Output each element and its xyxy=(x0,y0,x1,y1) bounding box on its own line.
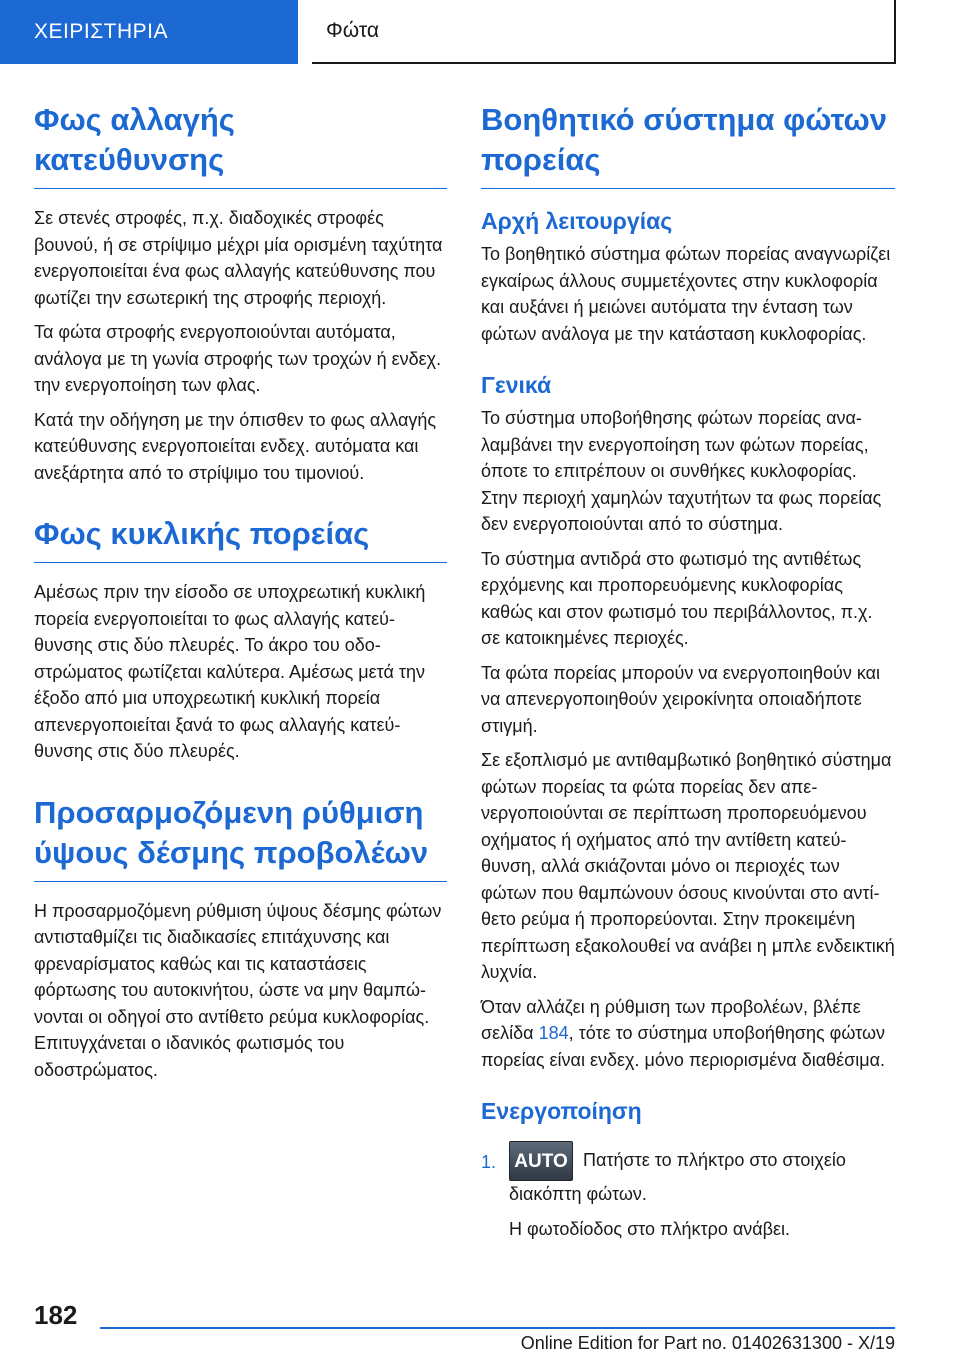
general-paragraph-1: Το σύστημα υποβοήθησης φώτων πορείας αναλαμβάνει την ενεργοποίηση των φώτων πορείας, όποτε το επιτρέπουν οι συνθήκες κυκλοφορίας. Στην περιοχή χαμηλών ταχυτήτων τα φως πορείας δεν ενεργοποιούνται από το σύστημα. xyxy=(481,408,882,534)
turn-light-paragraph-3: Κατά την οδήγηση με την όπισθεν το φως αλλαγής κατεύθυνσης ενεργοποιείται ενδεχ. αυτόματα και ανεξάρτητα από το στρίψιμο του τιμονιού. xyxy=(34,409,437,483)
chapter-tab xyxy=(0,0,298,64)
heading-roundabout-light-text: Φως κυκλικής πορείας xyxy=(34,516,370,551)
subheading-activation: Ενεργοποίηση xyxy=(481,1098,642,1124)
section-header xyxy=(312,0,896,64)
general-paragraph-5 xyxy=(481,994,895,1074)
turn-light-paragraph-1: Σε στενές στροφές, π.χ. διαδοχικές στροφές βουνού, ή σε στρίψιμο μέχρι μία ορισμένη ταχύτητα ενεργοποιείται ένα φως αλλαγής κατεύθυνσης που φωτίζει την εσωτερική της στροφής περιοχή. xyxy=(34,208,443,308)
heading-roundabout-light xyxy=(34,514,447,563)
step-instruction-line2: διακόπτη φώτων. xyxy=(509,1184,647,1204)
heading-headlight-range-line2: ύψους δέσμης προβολέων xyxy=(34,834,429,870)
right-column xyxy=(481,100,895,1242)
heading-high-beam-line2: πορείας xyxy=(481,142,601,177)
heading-high-beam-assistant xyxy=(481,100,895,189)
headlight-range-paragraph: Η προσαρμοζόμενη ρύθμιση ύψους δέσμης φώτων αντισταθμίζει τις διαδικασίες επιτάχυνσης και φρεναρίσματος καθώς και τις καταστάσεις φόρτωσης του αυτοκινήτου, ώστε να μην θαμπώνονται οι οδηγοί στο αντίθετο ρεύμα κυκλοφορίας. Επιτυγχάνεται ο ιδανικός φωτισμός του οδοστρώματος. xyxy=(34,900,442,1080)
heading-high-beam-line1: Βοηθητικό σύστημα φώτων xyxy=(481,102,887,137)
general-paragraph-4: Σε εξοπλισμό με αντιθαμβωτικό βοηθητικό σύστημα φώτων πορείας τα φώτα πορείας δεν απενεργοποιούνται σε περίπτωση προπορευόμενου οχήματος ή οχήματος από την αντίθετη κατεύθυνση, αλλά σκιάζονται μόνο οι περιοχές των φώτων που θαμπώνουν όσους κινούνται στο αντίθετο ρεύμα ή προπορεύονται. Στην προκειμένη περίπτωση εξακολουθεί να ανάβει η μπλε ενδεικτική λυχνία. xyxy=(481,750,895,982)
heading-turn-light-line2: κατεύθυνσης xyxy=(34,142,225,177)
heading-turn-light xyxy=(34,100,447,189)
heading-headlight-range-control xyxy=(34,793,447,882)
step-instruction-line1 xyxy=(509,1141,895,1181)
activation-step xyxy=(481,1141,895,1242)
step-body xyxy=(509,1141,895,1242)
turn-light-paragraph-2: Τα φώτα στροφής ενεργοποιούνται αυτόματα, ανάλογα με τη γωνία στροφής των τροχών ή ενδεχ. την ενεργοποίηση των φλας. xyxy=(34,322,442,395)
footer-divider xyxy=(100,1327,895,1329)
page-number: 182 xyxy=(34,1300,78,1330)
footer-edition-text: Online Edition for Part no. 01402631300 - X/19 xyxy=(520,1333,895,1353)
auto-button-icon: AUTO xyxy=(509,1141,573,1181)
general-paragraph-2: Το σύστημα αντιδρά στο φωτισμό της αντιθέτως ερχόμενης και προπορευόμενης κυκλοφορίας καθώς και στον φωτισμό του περιβάλλοντος, π.χ. σε κατοικημένες περιοχές. xyxy=(481,548,873,648)
section-header-label: Φώτα xyxy=(326,19,379,42)
principle-paragraph: Το βοηθητικό σύστημα φώτων πορείας αναγνωρίζει εγκαίρως άλλους συμμετέχοντες στην κυκλοφορία και αυξάνει ή μειώνει αυτόματα την ένταση των φώτων ανάλογα με την κατάσταση κυκλοφορίας. xyxy=(481,244,891,344)
heading-headlight-range-line1: Προσαρμοζόμενη ρύθμιση xyxy=(34,794,424,830)
general-paragraph-5-end: , τότε το σύστημα υποβοήθησης φώτων πορείας είναι ενδεχ. μόνο περιορισμένα διαθέσιμα. xyxy=(481,1023,886,1070)
left-column xyxy=(34,100,447,1091)
general-paragraph-5-start: Όταν αλλάζει η ρύθμιση των προβολέων, βλέπε σελίδα xyxy=(481,996,861,1043)
heading-turn-light-line1: Φως αλλαγής xyxy=(34,102,235,137)
subheading-principle: Αρχή λειτουργίας xyxy=(481,208,673,234)
step-result: Η φωτοδίοδος στο πλήκτρο ανάβει. xyxy=(509,1218,791,1239)
step-number: 1. xyxy=(481,1152,497,1172)
chapter-tab-label: ΧΕΙΡΙΣΤΗΡΙΑ xyxy=(34,20,169,43)
general-paragraph-3: Τα φώτα πορείας μπορούν να ενεργοποιηθούν και να απενεργοποιηθούν χειροκίνητα οποιαδήποτε στιγμή. xyxy=(481,662,881,736)
roundabout-light-paragraph: Αμέσως πριν την είσοδο σε υποχρεωτική κυκλική πορεία ενεργοποιείται το φως αλλαγής κατεύθυνσης στις δύο πλευρές. Το άκρο του οδοστρώματος φωτίζεται καλύτερα. Αμέσως μετά την έξοδο από μια υποχρεωτική κυκλική πορεία απενεργοποιείται ξανά το φως αλλαγής κατεύθυνσης στις δύο πλευρές. xyxy=(34,582,426,761)
step-instruction-text: Πατήστε το πλήκτρο στο στοιχείο xyxy=(583,1149,846,1170)
subheading-general: Γενικά xyxy=(481,372,552,398)
page-reference-link[interactable]: 184 xyxy=(538,1023,569,1043)
